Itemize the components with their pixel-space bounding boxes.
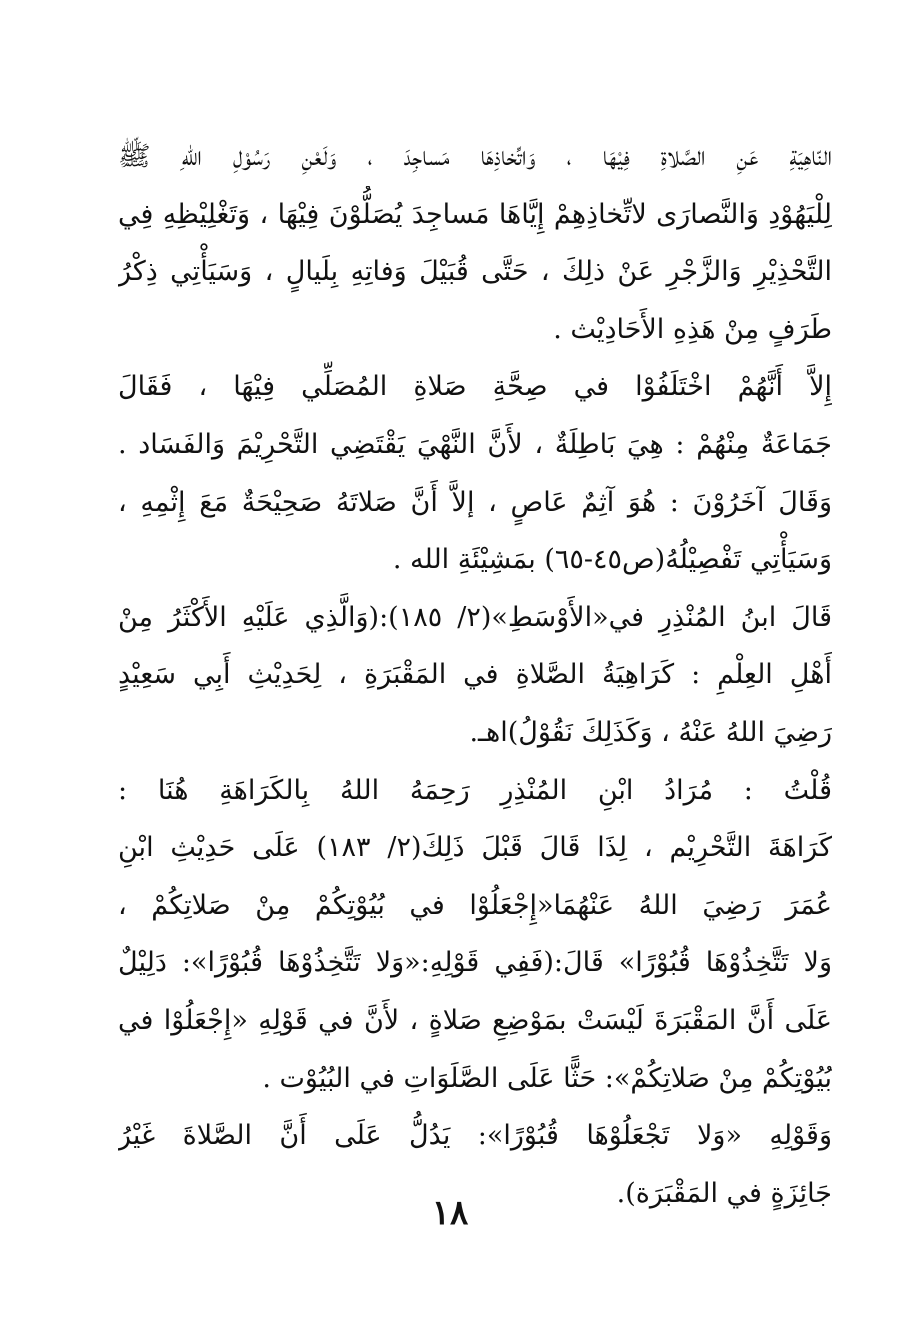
text-line: لِلْيَهُوْدِ وَالنَّصارَى لاتِّخاذِهِمْ إِيَّاهَا مَساجِدَ يُصَلُّوْنَ فِيْهَا ، وَتَغْلِيْظِهِ فِي	[118, 198, 832, 230]
text-line: قَالَ ابنُ المُنْذِرِ في«الأَوْسَطِ»(٢/ ١٨٥):(وَالَّذِي عَلَيْهِ الأَكْثَرُ مِنْ	[118, 601, 832, 633]
text-line: طَرَفٍ مِنْ هَذِهِ الأَحَادِيْث .	[553, 313, 832, 345]
text-line: وَقَوْلِهِ «وَلا تَجْعَلُوْهَا قُبُوْرًا»: يَدُلُّ عَلَى أَنَّ الصَّلاةَ غَيْرُ	[118, 1120, 832, 1152]
text-line: النّاهِيَةِ عَنِ الصَّلاةِ فِيْهَا ، وَاتِّخاذِهَا مَساجِدَ ، وَلَعْنِ رَسُوْلِ اللهِ ﷺ	[118, 141, 832, 172]
text-line: التَّحْذِيْرِ وَالزَّجْرِ عَنْ ذلِكَ ، حَتَّى قُبَيْلَ وَفاتِهِ بِلَيالٍ ، وَسَيَأْتِي ذِكْرُ	[118, 256, 832, 288]
body-text	[118, 128, 832, 1222]
text-line: وَلا تَتَّخِذُوْهَا قُبُوْرًا» قَالَ:(فَفِي قَوْلِهِ:«وَلا تَتَّخِذُوْهَا قُبُوْرًا»: دَلِيْلٌ	[118, 947, 832, 979]
text-line: جَمَاعَةٌ مِنْهُمْ : هِيَ بَاطِلَةٌ ، لأَنَّ النَّهْيَ يَقْتَضِي التَّحْرِيْمَ وَالفَسَاد .	[118, 428, 832, 460]
text-line: عُمَرَ رَضِيَ اللهُ عَنْهُمَا«إِجْعَلُوْا في بُيُوْتِكُمْ مِنْ صَلاتِكُمْ ،	[118, 889, 832, 921]
text-line: كَرَاهَةَ التَّحْرِيْم ، لِذَا قَالَ قَبْلَ ذَلِكَ(٢/ ١٨٣) عَلَى حَدِيْثِ ابْنِ	[118, 832, 832, 864]
text-line: بُيُوْتِكُمْ مِنْ صَلاتِكُمْ»: حَثًّا عَلَى الصَّلَوَاتِ في البُيُوْت .	[262, 1062, 832, 1094]
page-number: ١٨	[431, 1193, 469, 1233]
text-line: أَهْلِ العِلْمِ : كَرَاهِيَةُ الصَّلاةِ في المَقْبَرَةِ ، لِحَدِيْثِ أَبِي سَعِيْدٍ	[118, 659, 832, 691]
text-line: قُلْتُ : مُرَادُ ابْنِ المُنْذِرِ رَحِمَهُ اللهُ بِالكَرَاهَةِ هُنَا :	[118, 774, 832, 806]
text-line: عَلَى أَنَّ المَقْبَرَةَ لَيْسَتْ بمَوْضِعِ صَلاةٍ ، لأَنَّ في قَوْلِهِ «إِجْعَلُوْا في	[118, 1004, 832, 1036]
text-line: جَائِزَةٍ في المَقْبَرَة).	[616, 1177, 832, 1209]
text-line: رَضِيَ اللهُ عَنْهُ ، وَكَذَلِكَ نَقُوْلُ)اهـ.	[469, 716, 832, 748]
text-line: وَسَيَأْتِي تَفْصِيْلُهُ(ص٤٥-٦٥) بمَشِيْئَةِ الله .	[392, 544, 832, 576]
text-line: وَقَالَ آخَرُوْنَ : هُوَ آثِمٌ عَاصٍ ، إلاَّ أَنَّ صَلاتَهُ صَحِيْحَةٌ مَعَ إِثْمِهِ ،	[118, 486, 832, 518]
text-line: إِلاَّ أَنَّهُمْ اخْتَلَفُوْا في صِحَّةِ صَلاةِ المُصَلِّي فِيْهَا ، فَقَالَ	[118, 371, 832, 403]
